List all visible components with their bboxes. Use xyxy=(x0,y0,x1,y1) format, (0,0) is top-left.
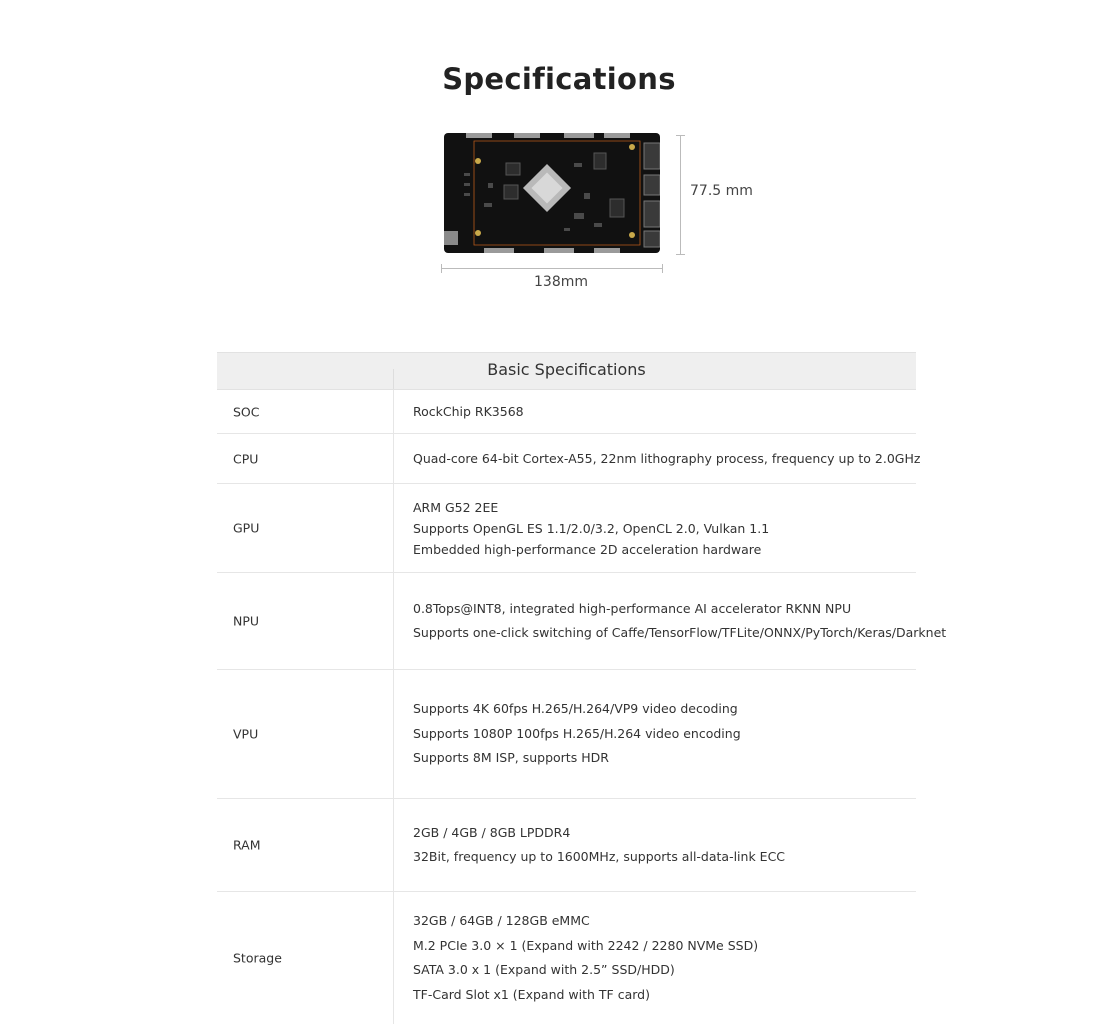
spec-table-header xyxy=(217,352,916,390)
spec-table xyxy=(217,352,947,1024)
spec-value: SATA 3.0 x 1 (Expand with 2.5” SSD/HDD) xyxy=(413,962,675,977)
spec-value: RockChip RK3568 xyxy=(413,404,524,419)
spec-values xyxy=(393,799,916,891)
board-figure xyxy=(438,128,758,298)
spec-values xyxy=(393,434,921,483)
spec-row-gpu xyxy=(217,484,916,573)
spec-row-vpu xyxy=(217,670,916,799)
spec-value: Quad-core 64-bit Cortex-A55, 22nm lithography process, frequency up to 2.0GHz xyxy=(413,451,921,466)
spec-value: 32GB / 64GB / 128GB eMMC xyxy=(413,913,590,928)
spec-row-cpu xyxy=(217,434,921,484)
spec-value: 32Bit, frequency up to 1600MHz, supports all-data-link ECC xyxy=(413,849,786,864)
spec-table-title-text: Basic Specifications xyxy=(487,360,646,379)
board-width-label: 138mm xyxy=(534,274,588,290)
spec-label: SOC xyxy=(233,404,260,419)
board-height-label: 77.5 mm xyxy=(690,183,753,199)
spec-label: VPU xyxy=(233,726,259,742)
spec-values xyxy=(393,670,916,798)
spec-value: 2GB / 4GB / 8GB LPDDR4 xyxy=(413,824,571,840)
spec-value: M.2 PCIe 3.0 × 1 (Expand with 2242 / 2280 NVMe SSD) xyxy=(413,937,759,953)
spec-values xyxy=(393,390,916,433)
board-image xyxy=(444,133,660,253)
spec-row-soc xyxy=(217,390,916,434)
spec-row-storage xyxy=(217,892,916,1024)
spec-value: Supports 4K 60fps H.265/H.264/VP9 video decoding xyxy=(413,701,738,717)
spec-row-ram xyxy=(217,799,916,892)
spec-value: Supports one-click switching of Caffe/TensorFlow/TFLite/ONNX/PyTorch/Keras/Darknet xyxy=(413,625,947,640)
spec-row-npu xyxy=(217,573,947,670)
spec-label: RAM xyxy=(233,837,261,853)
spec-value: 0.8Tops@INT8, integrated high-performance AI accelerator RKNN NPU xyxy=(413,600,852,616)
spec-label: GPU xyxy=(233,520,260,536)
spec-label: CPU xyxy=(233,451,259,466)
spec-value: Supports 8M ISP, supports HDR xyxy=(413,750,609,766)
spec-label: NPU xyxy=(233,613,260,629)
spec-value: TF-Card Slot x1 (Expand with TF card) xyxy=(413,986,650,1002)
spec-values xyxy=(393,573,947,669)
spec-value: Embedded high-performance 2D acceleration hardware xyxy=(413,541,762,557)
spec-value: ARM G52 2EE xyxy=(413,499,499,515)
height-dimension-line xyxy=(680,135,681,255)
spec-values xyxy=(393,484,916,572)
spec-label: Storage xyxy=(233,950,282,966)
spec-table-title xyxy=(217,360,916,379)
page-title: Specifications xyxy=(442,62,676,96)
spec-values xyxy=(393,892,916,1024)
spec-value: Supports OpenGL ES 1.1/2.0/3.2, OpenCL 2.0, Vulkan 1.1 xyxy=(413,520,770,536)
spec-value: Supports 1080P 100fps H.265/H.264 video encoding xyxy=(413,725,741,741)
width-dimension-line xyxy=(441,268,663,269)
